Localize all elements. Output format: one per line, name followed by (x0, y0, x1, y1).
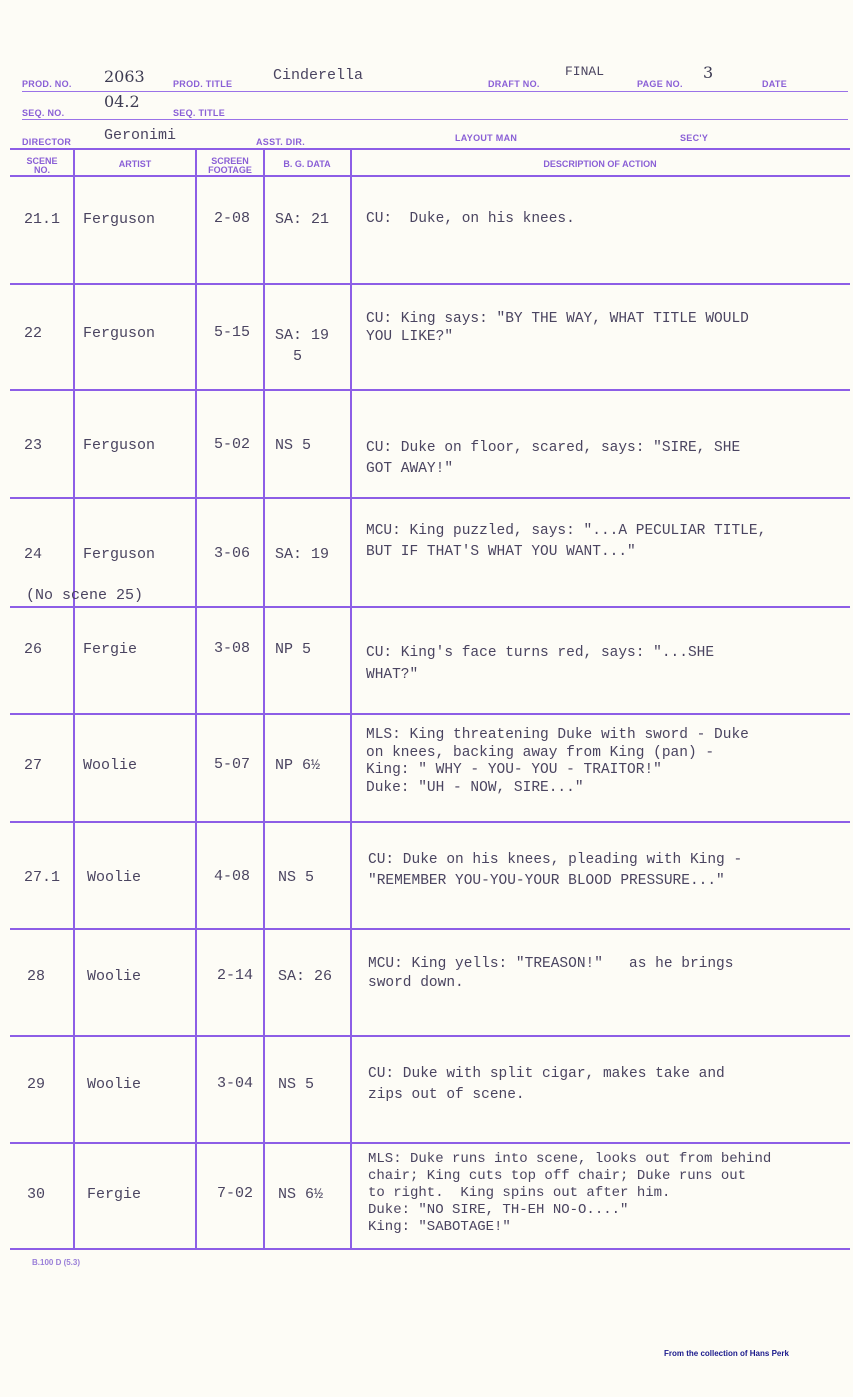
screen-footage: 5-02 (214, 436, 251, 453)
screen-footage: 3-06 (214, 545, 251, 562)
scene-number: 30 (27, 1186, 46, 1203)
col-header-bg-data: B. G. DATA (283, 159, 331, 169)
action-description: CU: Duke on floor, scared, says: "SIRE, SHE GOT AWAY!" (366, 440, 741, 477)
column-header-rule (10, 175, 850, 177)
row-divider (10, 821, 850, 823)
action-description: CU: Duke, on his knees. (366, 211, 575, 227)
scene-number: 26 (24, 641, 43, 658)
artist-name: Woolie (87, 869, 142, 886)
form-code: B.100 D (5.3) (32, 1258, 81, 1267)
row-divider (10, 497, 850, 499)
scene-number: 23 (24, 437, 43, 454)
column-divider-1 (73, 150, 75, 1250)
column-divider-2 (195, 150, 197, 1250)
scene-note: (No scene 25) (26, 587, 144, 604)
action-description: CU: King says: "BY THE WAY, WHAT TITLE WOULD YOU LIKE?" (366, 311, 749, 345)
bg-data: NS 5 (278, 869, 315, 886)
row-divider (10, 928, 850, 930)
row-divider (10, 283, 850, 285)
bg-data: NP 5 (275, 641, 312, 658)
screen-footage: 2-14 (217, 967, 254, 984)
screen-footage: 4-08 (214, 868, 251, 885)
screen-footage: 3-04 (217, 1075, 254, 1092)
bg-data: SA: 19 5 (275, 327, 330, 365)
artist-name: Woolie (87, 1076, 142, 1093)
seq-no-label: SEQ. NO. (22, 108, 65, 118)
header-rule-3 (10, 148, 850, 150)
prod-title-value: Cinderella (273, 67, 364, 84)
layout-man-label: LAYOUT MAN (455, 133, 518, 143)
action-description: MCU: King puzzled, says: "...A PECULIAR TITLE, BUT IF THAT'S WHAT YOU WANT..." (366, 523, 767, 560)
col-header-description: DESCRIPTION OF ACTION (543, 159, 657, 169)
bg-data: SA: 21 (275, 211, 330, 228)
artist-name: Ferguson (83, 546, 156, 563)
artist-name: Ferguson (83, 211, 156, 228)
header-rule-1 (22, 91, 848, 92)
row-divider (10, 389, 850, 391)
row-divider (10, 713, 850, 715)
screen-footage: 5-15 (214, 324, 251, 341)
row-divider (10, 606, 850, 608)
bg-data: NS 6½ (278, 1186, 324, 1203)
col-header-footage: SCREEN FOOTAGE (208, 156, 252, 175)
scene-number: 24 (24, 546, 43, 563)
column-divider-3 (263, 150, 265, 1250)
bg-data: SA: 19 (275, 546, 330, 563)
scene-number: 22 (24, 325, 43, 342)
prod-no-value: 2063 (104, 67, 145, 86)
bg-data: NP 6½ (275, 757, 321, 774)
seq-no-value: 04.2 (104, 92, 140, 111)
action-description: CU: Duke on his knees, pleading with King - "REMEMBER YOU-YOU-YOUR BLOOD PRESSURE..." (368, 852, 743, 889)
draft-no-value: FINAL (565, 64, 605, 79)
artist-name: Ferguson (83, 325, 156, 342)
bg-data: NS 5 (278, 1076, 315, 1093)
draft-no-label: DRAFT NO. (488, 79, 540, 89)
scene-number: 21.1 (24, 211, 61, 228)
scene-number: 28 (27, 968, 46, 985)
scene-number: 29 (27, 1076, 46, 1093)
action-description: MLS: King threatening Duke with sword - Duke on knees, backing away from King (pan) - King: " WHY - YOU- YOU - TRAITOR!" Duke: "UH - NOW, SIRE..." (366, 727, 749, 796)
action-description: MCU: King yells: "TREASON!" as he brings sword down. (368, 956, 734, 991)
row-divider (10, 1248, 850, 1250)
scene-number: 27.1 (24, 869, 61, 886)
column-divider-4 (350, 150, 352, 1250)
col-header-artist: ARTIST (118, 159, 152, 169)
secy-label: SEC'Y (680, 133, 709, 143)
row-divider (10, 1142, 850, 1144)
date-label: DATE (762, 79, 788, 89)
director-value: Geronimi (104, 127, 177, 144)
header-rule-2 (22, 119, 848, 120)
prod-title-label: PROD. TITLE (173, 79, 233, 89)
page-no-value: 3 (703, 63, 714, 82)
row-divider (10, 1035, 850, 1037)
action-description: MLS: Duke runs into scene, looks out from behind chair; King cuts top off chair; Duke runs out to right. King spins out after him. Duke: "NO SIRE, TH-EH NO-O...." King: "SABOTAGE!" (368, 1151, 772, 1235)
artist-name: Fergie (87, 1186, 142, 1203)
screen-footage: 7-02 (217, 1185, 254, 1202)
col-header-scene: SCENE NO. (26, 156, 58, 175)
artist-name: Fergie (83, 641, 138, 658)
action-description: CU: Duke with split cigar, makes take and zips out of scene. (368, 1066, 725, 1103)
director-label: DIRECTOR (22, 137, 72, 147)
artist-name: Woolie (83, 757, 138, 774)
scene-number: 27 (24, 757, 43, 774)
bg-data: SA: 26 (278, 968, 333, 985)
seq-title-label: SEQ. TITLE (173, 108, 226, 118)
page-no-label: PAGE NO. (637, 79, 683, 89)
screen-footage: 3-08 (214, 640, 251, 657)
screen-footage: 5-07 (214, 756, 251, 773)
artist-name: Ferguson (83, 437, 156, 454)
asst-dir-label: ASST. DIR. (256, 137, 306, 147)
bg-data: NS 5 (275, 437, 312, 454)
artist-name: Woolie (87, 968, 142, 985)
screen-footage: 2-08 (214, 210, 251, 227)
prod-no-label: PROD. NO. (22, 79, 72, 89)
action-description: CU: King's face turns red, says: "...SHE WHAT?" (366, 645, 715, 683)
collection-credit: From the collection of Hans Perk (664, 1349, 789, 1358)
